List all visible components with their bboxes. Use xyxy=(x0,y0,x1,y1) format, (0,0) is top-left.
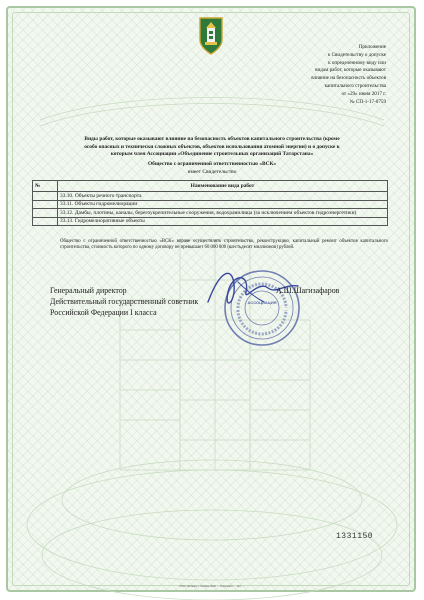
intro-line: которым член Ассоциации «Объединение строительных организаций Татарстана» xyxy=(110,151,314,158)
table-row xyxy=(33,200,388,209)
stamp-center-text: АССОЦИАЦИЯ xyxy=(247,300,277,305)
appendix-header xyxy=(268,44,386,106)
table-cell-number xyxy=(33,200,58,209)
cost-limit-note: Общество с ограниченной ответственностью «ВСК» вправе осуществлять строительство, реконструкцию, капитальный ремонт объектов капитального строительства, стоимость которого по одному договору не превышает 60 000 000 (шестьдесят миллионов) рублей. xyxy=(60,239,388,251)
intro-subtitle: имеет Свидетельство xyxy=(187,169,237,176)
table-row xyxy=(33,217,388,226)
director-name: А.Ш.Шагизафаров xyxy=(276,286,340,295)
table-cell-number xyxy=(33,217,58,226)
column-header-work-type: Наименование вида работ xyxy=(58,181,388,192)
table-header-row xyxy=(33,181,388,192)
table-cell-number xyxy=(33,192,58,201)
appendix-line: к определенному виду или xyxy=(328,59,386,66)
director-line: Российской Федерации I класса xyxy=(50,308,157,318)
table-cell-work: 33.12. Дамбы, плотины, каналы, берегоукрепительные сооружения, водохранилища (за исключением объектов гидроэнергетики) xyxy=(58,209,388,218)
organization-name: Общество с ограниченной ответственностью «ВСК» xyxy=(147,160,277,167)
table-cell-work: 33.13. Гидромелиоративные объекты xyxy=(58,217,388,226)
table-row xyxy=(33,209,388,218)
intro-line: Виды работ, которые оказывают влияние на безопасность объектов капитального строительства (кроме xyxy=(84,136,340,142)
table-cell-work: 33.10. Объекты речного транспорта xyxy=(58,192,388,201)
form-serial-number: 1331150 xyxy=(336,532,374,541)
appendix-line: № СП-1-17-0759 xyxy=(349,98,386,105)
appendix-line: от «29» июня 2017 г. xyxy=(341,90,386,97)
table-cell-work: 33.11. Объекты гидромелиорации xyxy=(58,200,388,209)
appendix-line: к Свидетельству о допуске xyxy=(327,51,386,58)
appendix-line: влияние на безопасность объектов xyxy=(311,75,386,82)
column-header-number: № xyxy=(33,181,58,192)
works-table xyxy=(32,180,388,226)
table-cell-number xyxy=(33,209,58,218)
printer-imprint: ООО «Бланк» г. Казань ИНН ... Лицензия ... тел. ... xyxy=(179,584,245,588)
appendix-line: видам работ, которые оказывают xyxy=(315,67,386,74)
director-line: Действительный государственный советник xyxy=(50,297,199,307)
intro-text xyxy=(36,136,388,177)
appendix-line: капитального строительства xyxy=(324,82,386,89)
intro-line: особо опасных и технически сложных объектов, объектов использования атомной энергии) и о допуске к xyxy=(84,143,340,150)
table-row xyxy=(33,192,388,201)
appendix-line: Приложение xyxy=(358,44,386,50)
coat-of-arms-icon xyxy=(197,14,225,56)
director-line: Генеральный директор xyxy=(50,286,127,295)
